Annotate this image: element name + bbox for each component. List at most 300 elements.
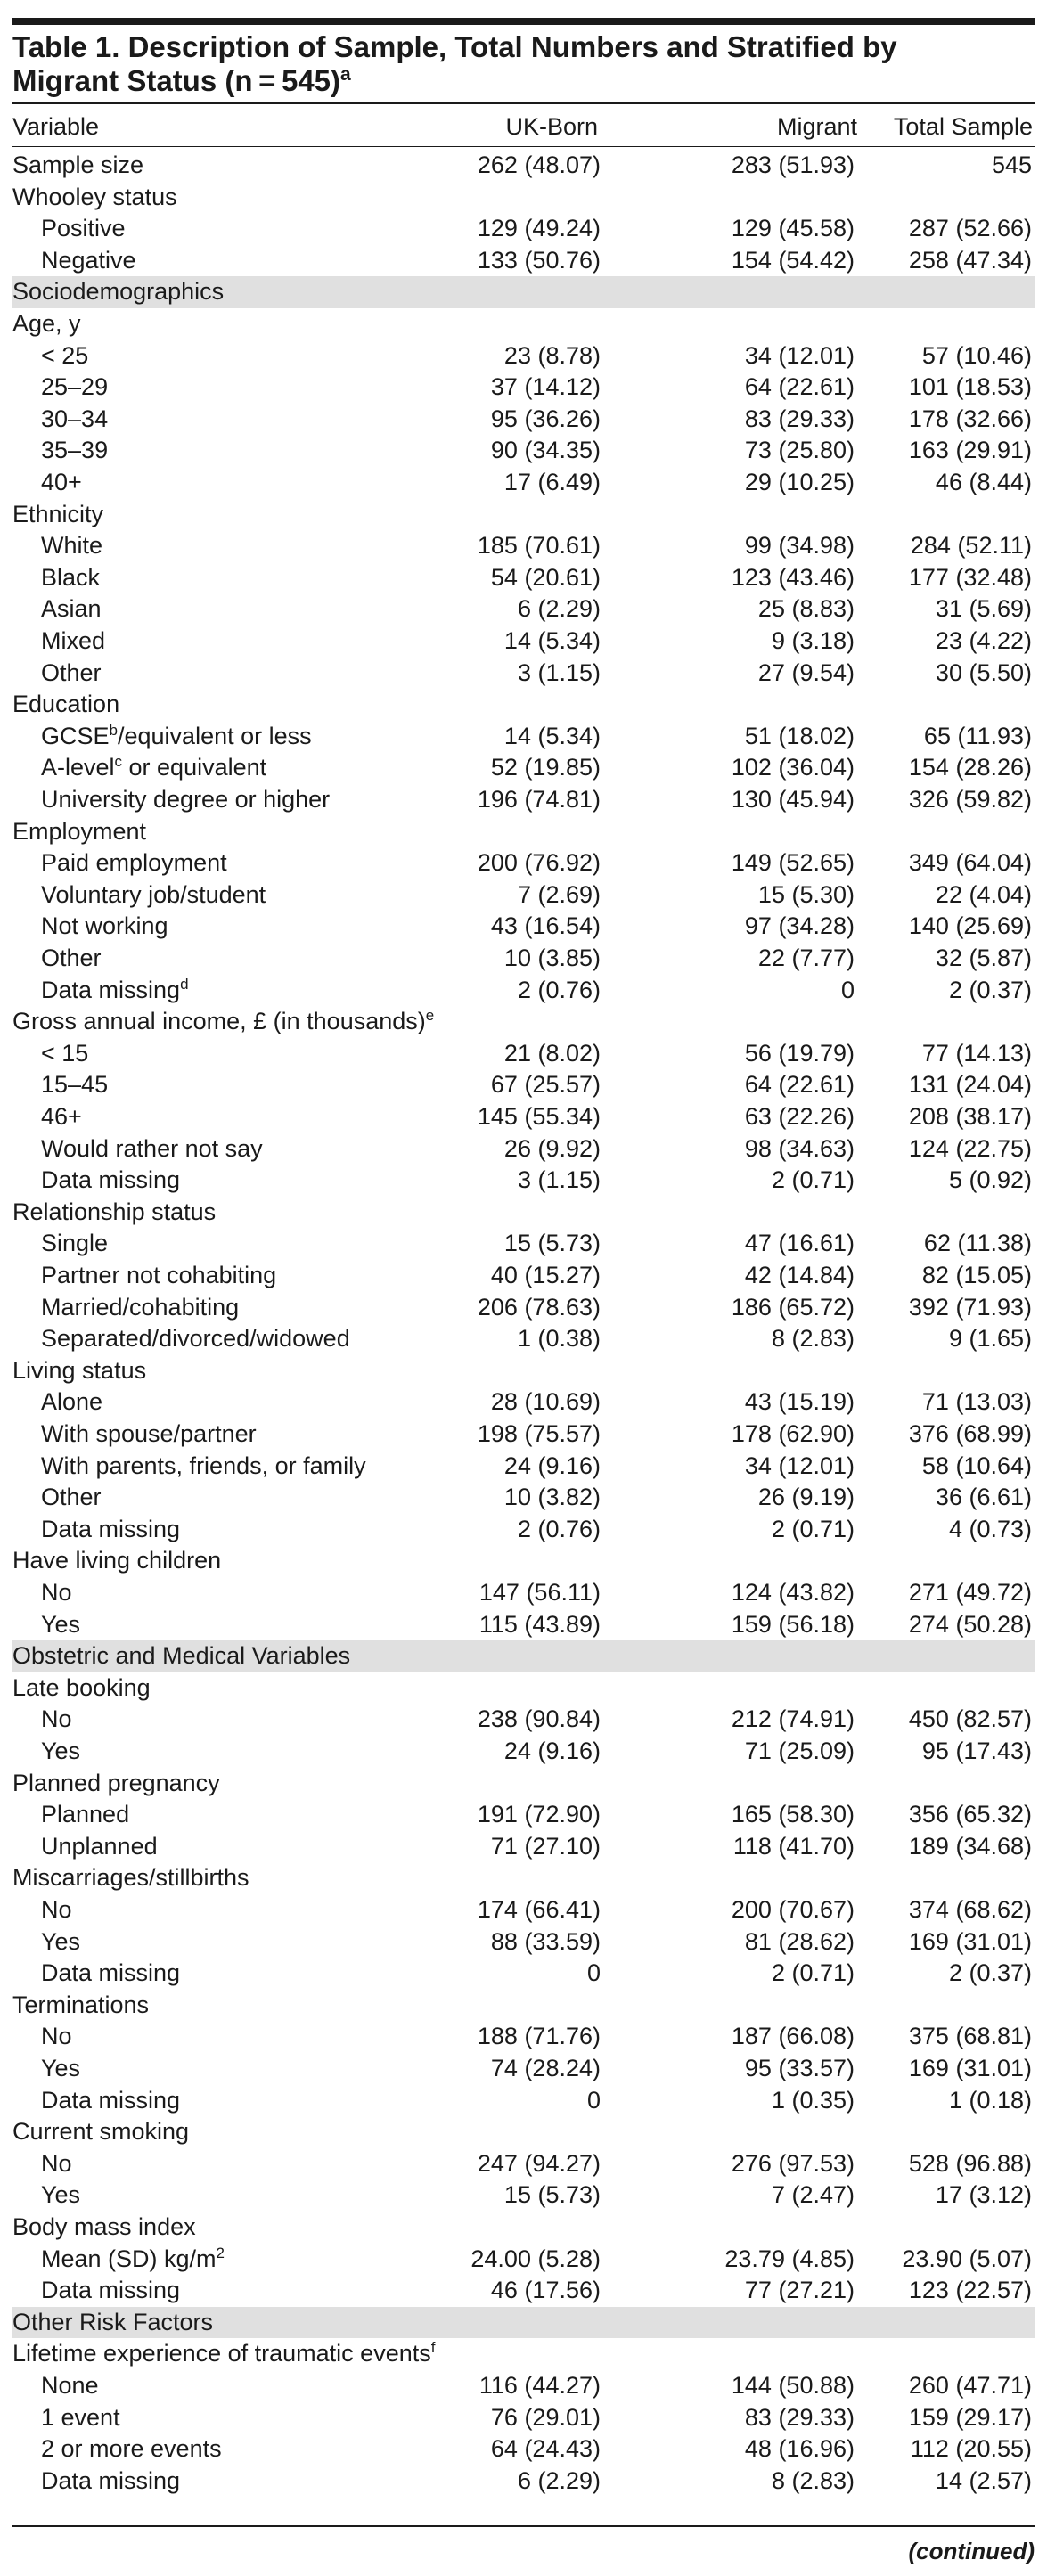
table-row — [12, 2402, 1035, 2434]
cell-total-sample: 77 (14.13) — [921, 1039, 1032, 1067]
table-row — [12, 721, 1035, 753]
row-label-text: Other — [41, 945, 102, 971]
table-row — [12, 1990, 1035, 2022]
cell-total-sample: 2 (0.37) — [948, 976, 1032, 1003]
table-row — [12, 911, 1035, 943]
table-row — [12, 1323, 1035, 1355]
row-label — [41, 752, 266, 784]
table-row — [12, 1482, 1035, 1514]
table-row — [12, 2244, 1035, 2276]
cell-uk-born: 196 (74.81) — [477, 786, 601, 813]
row-label — [41, 467, 82, 499]
row-label-text: Miscarriages/stillbirths — [12, 1864, 249, 1892]
cell-migrant: 99 (34.98) — [744, 532, 855, 560]
row-label-text: Whooley status — [12, 183, 177, 210]
table-row — [12, 2148, 1035, 2180]
row-label-text: Alone — [41, 1388, 103, 1416]
row-label-text: Gross annual income, £ (in thousands) — [12, 1008, 426, 1035]
row-label-text: Black — [41, 563, 101, 591]
top-rule — [12, 18, 1035, 25]
row-label-text: Partner not cohabiting — [41, 1262, 277, 1288]
cell-total-sample: 124 (22.75) — [908, 1134, 1032, 1162]
cell-total-sample: 260 (47.71) — [908, 2372, 1032, 2399]
cell-migrant: 144 (50.88) — [731, 2372, 855, 2399]
table-row — [12, 626, 1035, 658]
row-label-suffix: /equivalent or less — [118, 722, 312, 749]
cell-uk-born: 2 (0.76) — [517, 976, 601, 1003]
row-label-text: University degree or higher — [41, 786, 331, 813]
cell-uk-born: 262 (48.07) — [477, 151, 601, 178]
row-label — [41, 2244, 225, 2276]
row-label — [41, 2433, 222, 2466]
row-label-text: Data missing — [41, 1515, 181, 1542]
cell-total-sample: 177 (32.48) — [908, 563, 1032, 591]
cell-total-sample: 58 (10.64) — [921, 1452, 1032, 1479]
cell-total-sample: 258 (47.34) — [908, 246, 1032, 274]
row-label-text: Positive — [41, 215, 126, 242]
cell-migrant: 130 (45.94) — [731, 786, 855, 813]
cell-total-sample: 376 (68.99) — [908, 1420, 1032, 1447]
cell-migrant: 212 (74.91) — [731, 1705, 855, 1733]
row-label-text: Voluntary job/student — [41, 880, 266, 908]
cell-uk-born: 116 (44.27) — [479, 2372, 601, 2399]
cell-uk-born: 95 (36.26) — [490, 405, 601, 432]
footnote-marker: 2 — [216, 2244, 225, 2261]
header-total-sample: Total Sample — [893, 113, 1033, 140]
cell-migrant: 97 (34.28) — [744, 912, 855, 940]
cell-uk-born: 0 — [586, 1959, 601, 1987]
cell-migrant: 73 (25.80) — [744, 437, 855, 464]
table-row — [12, 1260, 1035, 1292]
cell-uk-born: 200 (76.92) — [477, 849, 601, 877]
row-label-text: 25–29 — [41, 373, 109, 401]
cell-migrant: 187 (66.08) — [731, 2023, 855, 2050]
cell-uk-born: 6 (2.29) — [517, 2466, 601, 2494]
row-label — [41, 593, 102, 626]
table-row — [12, 1006, 1035, 1038]
footnote-marker: e — [425, 1007, 435, 1025]
cell-migrant: 63 (22.26) — [744, 1103, 855, 1130]
row-label-text: Late booking — [12, 1673, 151, 1701]
cell-migrant: 124 (43.82) — [731, 1579, 855, 1606]
cell-migrant: 102 (36.04) — [731, 754, 855, 781]
cell-migrant: 81 (28.62) — [744, 1927, 855, 1955]
cell-migrant: 71 (25.09) — [744, 1738, 855, 1764]
table-row — [12, 593, 1035, 626]
cell-uk-born: 90 (34.35) — [490, 437, 601, 464]
row-label — [41, 1133, 263, 1165]
row-label — [12, 1197, 216, 1229]
cell-uk-born: 24 (9.16) — [503, 1452, 601, 1479]
table-row — [12, 1926, 1035, 1959]
row-label — [41, 658, 102, 690]
cell-migrant: 178 (62.90) — [731, 1420, 855, 1447]
cell-uk-born: 1 (0.38) — [517, 1325, 601, 1353]
cell-total-sample: 450 (82.57) — [908, 1705, 1032, 1733]
cell-migrant: 2 (0.71) — [771, 1959, 855, 1987]
cell-migrant: 159 (56.18) — [731, 1610, 855, 1638]
cell-uk-born: 3 (1.15) — [517, 658, 601, 686]
row-label — [41, 943, 102, 975]
table-row — [12, 404, 1035, 436]
cell-total-sample: 46 (8.44) — [935, 469, 1032, 495]
table-row — [12, 1386, 1035, 1419]
row-label — [41, 372, 108, 404]
table-row — [12, 213, 1035, 245]
cell-uk-born: 0 — [586, 2086, 601, 2114]
table-row — [12, 562, 1035, 594]
row-label-text: Ethnicity — [12, 500, 104, 527]
row-label — [41, 2053, 80, 2085]
cell-total-sample: 349 (64.04) — [908, 849, 1032, 877]
cell-migrant: 27 (9.54) — [757, 658, 855, 686]
cell-uk-born: 206 (78.63) — [477, 1293, 601, 1321]
cell-total-sample: 95 (17.43) — [921, 1738, 1032, 1764]
table-title — [12, 30, 1035, 98]
cell-uk-born: 10 (3.82) — [503, 1484, 601, 1511]
cell-uk-born: 46 (17.56) — [490, 2277, 601, 2304]
row-label — [41, 435, 108, 467]
cell-uk-born: 3 (1.15) — [517, 1166, 601, 1194]
row-label-text: Not working — [41, 912, 168, 940]
row-label-text: With parents, friends, or family — [41, 1452, 366, 1479]
row-label — [41, 1451, 366, 1483]
cell-total-sample: 392 (71.93) — [908, 1293, 1032, 1321]
table-row — [12, 2275, 1035, 2307]
row-label — [12, 689, 119, 721]
cell-total-sample: 23 (4.22) — [935, 627, 1032, 654]
footnote-marker: b — [109, 721, 118, 739]
table-row — [12, 467, 1035, 499]
cell-total-sample: 82 (15.05) — [921, 1262, 1032, 1288]
table-row — [12, 1672, 1035, 1705]
table-row — [12, 1577, 1035, 1609]
row-label-text: Body mass index — [12, 2213, 196, 2240]
cell-migrant: 129 (45.58) — [731, 215, 855, 242]
table-row — [12, 816, 1035, 848]
row-label — [41, 1609, 80, 1641]
row-label-text: GCSE — [41, 722, 110, 749]
row-label — [41, 1038, 88, 1070]
row-label — [41, 245, 136, 277]
row-label — [41, 1736, 80, 1768]
table-row — [12, 2466, 1035, 2498]
table-row — [12, 1545, 1035, 1577]
cell-total-sample: 140 (25.69) — [908, 912, 1032, 940]
row-label-text: Paid employment — [41, 849, 227, 877]
table-row — [12, 182, 1035, 214]
cell-uk-born: 21 (8.02) — [503, 1039, 601, 1067]
table-header-row — [12, 111, 1035, 143]
cell-migrant: 29 (10.25) — [744, 469, 855, 495]
header-uk-born: UK-Born — [505, 113, 598, 140]
row-label — [41, 2466, 180, 2498]
row-label — [41, 2275, 180, 2307]
cell-total-sample: 31 (5.69) — [935, 595, 1032, 623]
row-label — [41, 1514, 180, 1546]
table-row — [12, 530, 1035, 562]
row-label-text: Other — [41, 1484, 102, 1511]
row-label — [12, 2338, 435, 2370]
row-label — [41, 911, 168, 943]
row-label — [12, 1640, 350, 1672]
cell-migrant: 64 (22.61) — [744, 1071, 855, 1099]
row-label — [12, 308, 81, 340]
cell-total-sample: 17 (3.12) — [935, 2181, 1032, 2209]
cell-migrant: 283 (51.93) — [731, 151, 855, 178]
row-label — [41, 1292, 239, 1324]
row-label — [12, 499, 103, 531]
table-row — [12, 1514, 1035, 1546]
cell-migrant: 2 (0.71) — [771, 1166, 855, 1194]
table-row — [12, 1799, 1035, 1831]
cell-uk-born: 28 (10.69) — [490, 1388, 601, 1416]
cell-total-sample: 65 (11.93) — [923, 722, 1032, 749]
row-label-text: Married/cohabiting — [41, 1293, 240, 1321]
table-row — [12, 2179, 1035, 2212]
cell-migrant: 25 (8.83) — [757, 595, 855, 623]
row-label — [41, 1419, 257, 1451]
row-label-text: 15–45 — [41, 1071, 109, 1099]
table-row — [12, 847, 1035, 879]
cell-uk-born: 76 (29.01) — [490, 2403, 601, 2431]
row-label-text: Asian — [41, 595, 102, 623]
cell-total-sample: 32 (5.87) — [935, 945, 1032, 971]
cell-migrant: 98 (34.63) — [744, 1134, 855, 1162]
cell-total-sample: 374 (68.62) — [908, 1896, 1032, 1923]
table-row — [12, 784, 1035, 816]
row-label-text: Employment — [12, 817, 147, 845]
cell-total-sample: 131 (24.04) — [908, 1071, 1032, 1099]
row-label — [41, 975, 189, 1007]
row-label-text: No — [41, 1896, 72, 1923]
cell-migrant: 26 (9.19) — [757, 1484, 855, 1511]
table-row — [12, 879, 1035, 912]
table-row — [12, 1133, 1035, 1165]
row-label-text: Terminations — [12, 1991, 150, 2018]
cell-migrant: 8 (2.83) — [771, 2466, 855, 2494]
row-label — [41, 2402, 120, 2434]
table-row — [12, 2212, 1035, 2244]
cell-migrant: 95 (33.57) — [744, 2055, 855, 2081]
table-row — [12, 308, 1035, 340]
row-label — [41, 1386, 102, 1419]
row-label-text: Have living children — [12, 1547, 222, 1574]
row-label-text: Data missing — [41, 2086, 181, 2114]
row-label-text: 30–34 — [41, 405, 109, 432]
row-label — [41, 1165, 180, 1197]
continued-note: (continued) — [908, 2538, 1035, 2564]
cell-total-sample: 123 (22.57) — [908, 2277, 1032, 2304]
row-label-text: Data missing — [41, 976, 181, 1003]
cell-total-sample: 22 (4.04) — [935, 880, 1032, 908]
cell-total-sample: 1 (0.18) — [948, 2086, 1032, 2114]
cell-uk-born: 247 (94.27) — [477, 2149, 601, 2177]
row-label — [12, 1990, 149, 2022]
row-label-text: None — [41, 2372, 99, 2399]
row-label-text: Living status — [12, 1356, 147, 1384]
row-label — [41, 626, 105, 658]
cell-uk-born: 24.00 (5.28) — [470, 2245, 601, 2272]
row-label — [41, 2085, 180, 2117]
row-label — [41, 2179, 80, 2212]
row-label — [12, 1862, 249, 1894]
row-label-text: No — [41, 1579, 72, 1606]
cell-total-sample: 163 (29.91) — [908, 437, 1032, 464]
row-label — [12, 276, 224, 308]
cell-uk-born: 74 (28.24) — [490, 2055, 601, 2081]
row-label-text: Planned — [41, 1801, 130, 1828]
cell-total-sample: 274 (50.28) — [908, 1610, 1032, 1638]
row-label-text: Sociodemographics — [12, 278, 225, 306]
cell-migrant: 7 (2.47) — [771, 2181, 855, 2209]
cell-uk-born: 17 (6.49) — [503, 469, 601, 495]
row-label-text: Data missing — [41, 1959, 181, 1987]
row-label — [41, 1926, 80, 1959]
row-label — [12, 1768, 220, 1800]
row-label — [12, 2212, 196, 2244]
cell-uk-born: 188 (71.76) — [477, 2023, 601, 2050]
cell-total-sample: 326 (59.82) — [908, 786, 1032, 813]
row-label-text: Data missing — [41, 2466, 181, 2494]
cell-migrant: 118 (41.70) — [732, 1832, 855, 1860]
cell-uk-born: 54 (20.61) — [490, 563, 601, 591]
cell-total-sample: 178 (32.66) — [908, 405, 1032, 432]
cell-total-sample: 71 (13.03) — [921, 1388, 1032, 1416]
cell-total-sample: 545 — [991, 151, 1032, 178]
cell-uk-born: 147 (56.11) — [479, 1579, 601, 1606]
header-bottom-rule — [12, 146, 1035, 147]
row-label — [12, 1545, 221, 1577]
row-label-text: No — [41, 2023, 72, 2050]
table-row — [12, 2116, 1035, 2148]
cell-uk-born: 52 (19.85) — [490, 754, 601, 781]
footnote-marker: f — [430, 2339, 436, 2357]
row-label-text: Yes — [41, 2055, 81, 2081]
header-variable: Variable — [12, 113, 100, 140]
table-row — [12, 975, 1035, 1007]
row-label — [41, 1577, 72, 1609]
cell-total-sample: 169 (31.01) — [908, 2055, 1032, 2081]
title-footnote-marker: a — [340, 64, 351, 85]
cell-total-sample: 287 (52.66) — [908, 215, 1032, 242]
row-label — [41, 2021, 72, 2053]
cell-uk-born: 15 (5.73) — [503, 2181, 601, 2209]
row-label — [12, 1672, 151, 1705]
cell-migrant: 42 (14.84) — [744, 1262, 855, 1288]
row-label — [12, 2116, 189, 2148]
row-label — [41, 1958, 180, 1990]
row-label-text: < 25 — [41, 341, 89, 369]
cell-migrant: 47 (16.61) — [744, 1230, 855, 1257]
row-label-text: A-level — [41, 754, 115, 781]
cell-uk-born: 23 (8.78) — [503, 341, 601, 369]
cell-migrant: 56 (19.79) — [744, 1039, 855, 1067]
cell-migrant: 276 (97.53) — [731, 2149, 855, 2177]
row-label-text: Sample size — [12, 151, 144, 178]
section-header-row — [12, 276, 1035, 308]
row-label-text: Education — [12, 691, 120, 718]
cell-total-sample: 57 (10.46) — [921, 341, 1032, 369]
table-row — [12, 245, 1035, 277]
table-row — [12, 1355, 1035, 1387]
section-header-row — [12, 2307, 1035, 2339]
table-row — [12, 752, 1035, 784]
row-label-text: Unplanned — [41, 1832, 158, 1860]
table-row — [12, 1736, 1035, 1768]
cell-uk-born: 88 (33.59) — [490, 1927, 601, 1955]
row-label-text: 2 or more events — [41, 2435, 222, 2463]
table-row — [12, 1101, 1035, 1133]
row-label-text: 1 event — [41, 2403, 120, 2431]
row-label-text: Mixed — [41, 627, 106, 654]
row-label-text: Data missing — [41, 2277, 181, 2304]
cell-uk-born: 71 (27.10) — [490, 1832, 601, 1860]
cell-migrant: 123 (43.46) — [731, 563, 855, 591]
row-label-text: White — [41, 532, 103, 560]
row-label — [41, 1260, 276, 1292]
footnote-marker: c — [114, 753, 123, 771]
table-row — [12, 1894, 1035, 1926]
table-row — [12, 1704, 1035, 1736]
cell-total-sample: 23.90 (5.07) — [902, 2245, 1032, 2272]
row-label-text: Age, y — [12, 310, 81, 337]
table-row — [12, 1165, 1035, 1197]
row-label — [41, 213, 126, 245]
cell-total-sample: 189 (34.68) — [908, 1832, 1032, 1860]
row-label — [12, 150, 143, 182]
row-label-text: Yes — [41, 1610, 81, 1638]
table-bottom-rule — [12, 2525, 1035, 2527]
row-label — [41, 340, 88, 372]
row-label-text: 35–39 — [41, 437, 109, 464]
cell-total-sample: 169 (31.01) — [908, 1927, 1032, 1955]
table-row — [12, 1419, 1035, 1451]
title-line-2 — [12, 64, 1035, 98]
cell-total-sample: 154 (28.26) — [908, 754, 1032, 781]
table-row — [12, 2338, 1035, 2370]
cell-migrant: 15 (5.30) — [757, 880, 855, 908]
row-label — [12, 182, 177, 214]
table-row — [12, 499, 1035, 531]
cell-uk-born: 14 (5.34) — [503, 627, 601, 654]
table-row — [12, 1197, 1035, 1229]
cell-uk-born: 238 (90.84) — [477, 1705, 601, 1733]
cell-migrant: 1 (0.35) — [771, 2086, 855, 2114]
cell-uk-born: 10 (3.85) — [503, 945, 601, 971]
cell-uk-born: 6 (2.29) — [517, 595, 601, 623]
cell-total-sample: 208 (38.17) — [908, 1103, 1032, 1130]
cell-uk-born: 43 (16.54) — [490, 912, 601, 940]
cell-migrant: 83 (29.33) — [744, 2403, 855, 2431]
footnote-marker: d — [180, 975, 189, 993]
cell-total-sample: 4 (0.73) — [948, 1515, 1032, 1542]
row-label — [41, 721, 312, 753]
table-row — [12, 1451, 1035, 1483]
table-row — [12, 1609, 1035, 1641]
table-row — [12, 435, 1035, 467]
row-label — [41, 404, 108, 436]
title-line-2-text: Migrant Status (n = 545) — [12, 64, 341, 97]
row-label — [41, 847, 227, 879]
cell-migrant: 23.79 (4.85) — [724, 2245, 855, 2272]
cell-total-sample: 159 (29.17) — [908, 2403, 1032, 2431]
cell-total-sample: 9 (1.65) — [948, 1325, 1032, 1353]
row-label — [41, 1482, 102, 1514]
row-label-text: Planned pregnancy — [12, 1769, 220, 1796]
cell-total-sample: 356 (65.32) — [908, 1801, 1032, 1828]
row-label-text: Yes — [41, 2181, 81, 2209]
